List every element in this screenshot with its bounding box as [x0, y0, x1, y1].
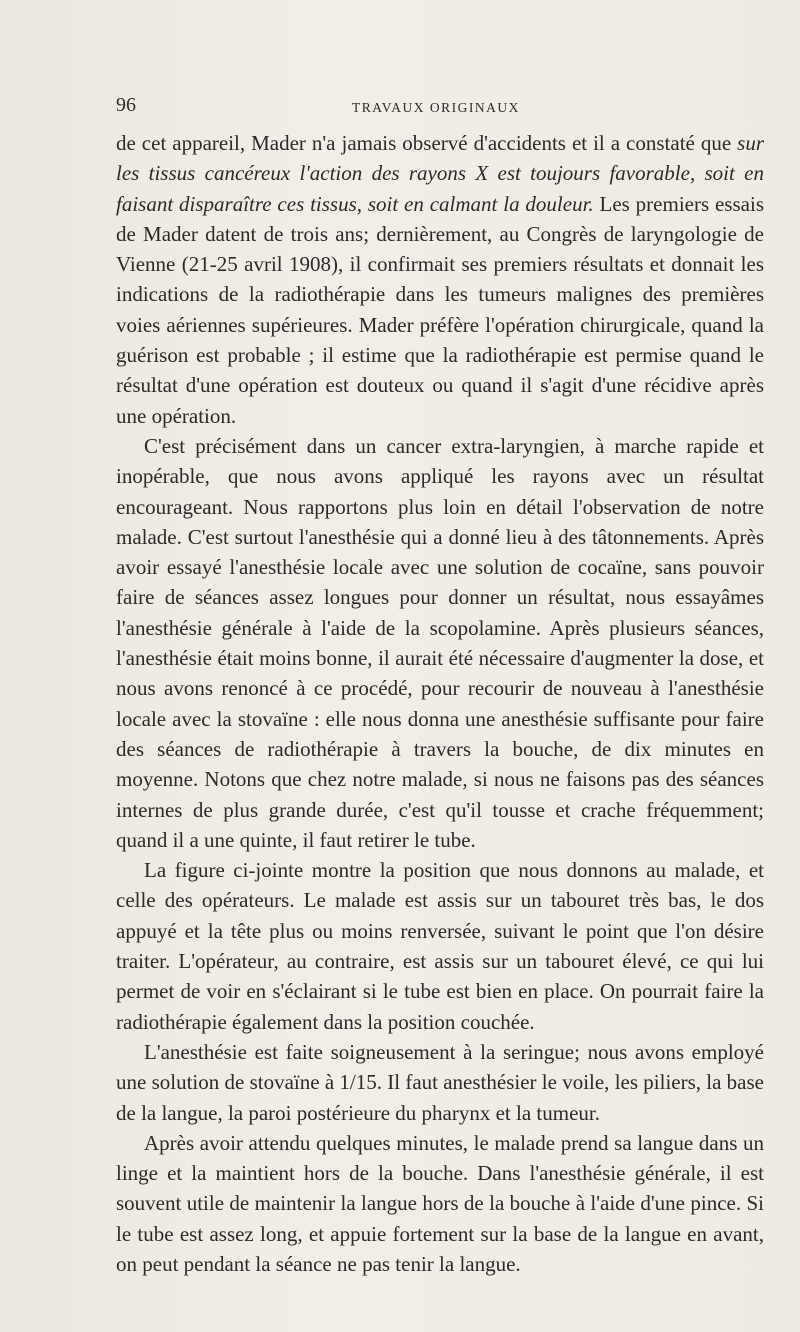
paragraph-5: Après avoir attendu quelques minutes, le malade prend sa langue dans un linge et la maintient hors de la bouche. Dans l'anesthésie générale, il est souvent utile de maintenir la langue hors de la bouche à l'aide d'une pince. Si le tube est assez long, et appuie fortement sur la base de la langue en avant, on peut pendant la séance ne pas tenir la langue. [116, 1130, 764, 1276]
page-number: 96 [116, 94, 136, 116]
paragraph-2: C'est précisément dans un cancer extra-laryngien, à marche rapide et inopérable, que nous avons appliqué les rayons avec un résultat encourageant. Nous rapportons plus loin en détail l'observation de notre malade. C'est surtout l'anesthésie qui a donné lieu à des tâtonnements. Après avoir essayé l'anesthésie locale avec une solution de cocaïne, sans pouvoir faire de séances assez longues pour donner un résultat, nous essayâmes l'anesthésie générale à l'aide de la scopolamine. Après plusieurs séances, l'anesthésie était moins bonne, il aurait été nécessaire d'augmenter la dose, et nous avons renoncé à ce procédé, pour recourir de nouveau à l'anesthésie locale avec la stovaïne : elle nous donna une anesthésie suffisante pour faire des séances de radiothérapie à travers la bouche, de dix minutes en moyenne. Notons que chez notre malade, si nous ne faisons pas des séances internes de plus grande durée, c'est qu'il tousse et crache fréquemment; quand il a une quinte, il faut retirer le tube. [116, 433, 764, 852]
emphasis-text: sur les tissus cancéreux l'action des rayons X est toujours favorable, soit en faisant disparaître ces tissus, soit en calmant la douleur. [116, 131, 764, 216]
running-head: TRAVAUX ORIGINAUX [352, 100, 520, 115]
body-text [116, 128, 764, 1279]
paragraph-1: de cet appareil, Mader n'a jamais observé d'accidents et il a constaté que sur les tissus cancéreux l'action des rayons X est toujours favorable, soit en faisant disparaître ces tissus, soit en calmant la douleur. Les premiers essais de Mader datent de trois ans; dernièrement, au Congrès de laryngologie de Vienne (21-25 avril 1908), il confirmait ses premiers résultats et donnait les indications de la radiothérapie dans les tumeurs malignes des premières voies aériennes supérieures. Mader préfère l'opération chirurgicale, quand la guérison est probable ; il estime que la radiothérapie est permise quand le résultat d'une opération est douteux ou quand il s'agit d'une récidive après une opération. [116, 131, 764, 428]
paragraph-3: La figure ci-jointe montre la position que nous donnons au malade, et celle des opérateurs. Le malade est assis sur un tabouret très bas, le dos appuyé et la tête plus ou moins renversée, suivant le point que l'on désire traiter. L'opérateur, au contraire, est assis sur un tabouret élevé, ce qui lui permet de voir en s'éclairant si le tube est bien en place. On pourrait faire la radiothérapie également dans la position couchée. [116, 858, 764, 1034]
paragraph-4: L'anesthésie est faite soigneusement à la seringue; nous avons employé une solution de stovaïne à 1/15. Il faut anesthésier le voile, les piliers, la base de la langue, la paroi postérieure du pharynx et la tumeur. [116, 1039, 764, 1125]
page-header [116, 94, 764, 124]
